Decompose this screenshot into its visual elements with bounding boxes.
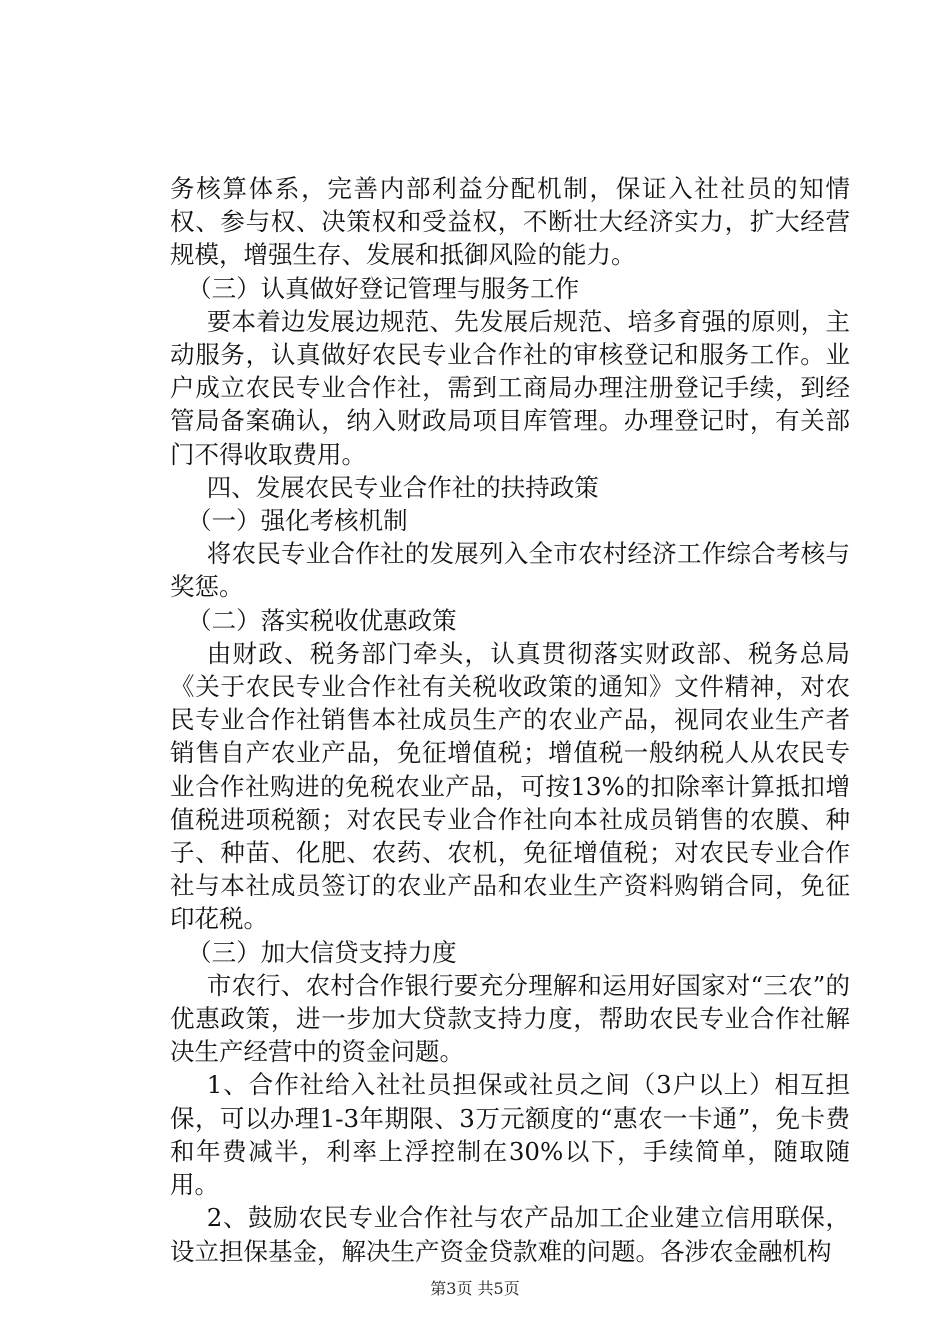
paragraph-tax: 由财政、税务部门牵头，认真贯彻落实财政部、税务总局《关于农民专业合作社有关税收政策的通知》文件精神，对农民专业合作社销售本社成员生产的农业产品，视同农业生产者销售自产农业产品，免征增值税；增值税一般纳税人从农民专业合作社购进的免税农业产品，可按13%的扣除率计算抵扣增值税进项税额；对农民专业合作社向本社成员销售的农膜、种子、种苗、化肥、农药、农机，免征增值税；对农民专业合作社与本社成员签订的农业产品和农业生产资料购销合同，免征印花税。 — [170, 638, 850, 934]
list-item-credit-union: 2、鼓励农民专业合作社与农产品加工企业建立信用联保，设立担保基金，解决生产资金贷款难的问题。各涉农金融机构 — [170, 1203, 850, 1266]
page-footer — [0, 1276, 950, 1299]
section-heading-tax: （二）落实税收优惠政策 — [187, 605, 457, 635]
document-body — [170, 172, 850, 1268]
paragraph-registration: 要本着边发展边规范、先发展后规范、培多育强的原则，主动服务，认真做好农民专业合作社的审核登记和服务工作。业户成立农民专业合作社，需到工商局办理注册登记手续，到经管局备案确认，纳入财政局项目库管理。办理登记时，有关部门不得收取费用。 — [170, 306, 850, 469]
paragraph-assessment: 将农民专业合作社的发展列入全市农村经济工作综合考核与奖惩。 — [170, 539, 850, 602]
section-heading-assessment: （一）强化考核机制 — [187, 506, 408, 536]
paragraph-credit: 市农行、农村合作银行要充分理解和运用好国家对“三农”的优惠政策，进一步加大贷款支持力度，帮助农民专业合作社解决生产经营中的资金问题。 — [170, 970, 850, 1067]
section-heading-credit: （三）加大信贷支持力度 — [187, 937, 457, 967]
chapter-heading-support-policies: 四、发展农民专业合作社的扶持政策 — [206, 472, 599, 502]
page-number: 第3页 共5页 — [430, 1279, 520, 1298]
paragraph-continuation: 务核算体系，完善内部利益分配机制，保证入社社员的知情权、参与权、决策权和受益权，不断壮大经济实力，扩大经营规模，增强生存、发展和抵御风险的能力。 — [170, 174, 850, 270]
list-item-guarantee: 1、合作社给入社社员担保或社员之间（3户以上）相互担保，可以办理1-3年期限、3万元额度的“惠农一卡通”，免卡费和年费减半，利率上浮控制在30%以下，手续简单，随取随用。 — [170, 1070, 850, 1200]
section-heading-registration: （三）认真做好登记管理与服务工作 — [187, 273, 580, 303]
